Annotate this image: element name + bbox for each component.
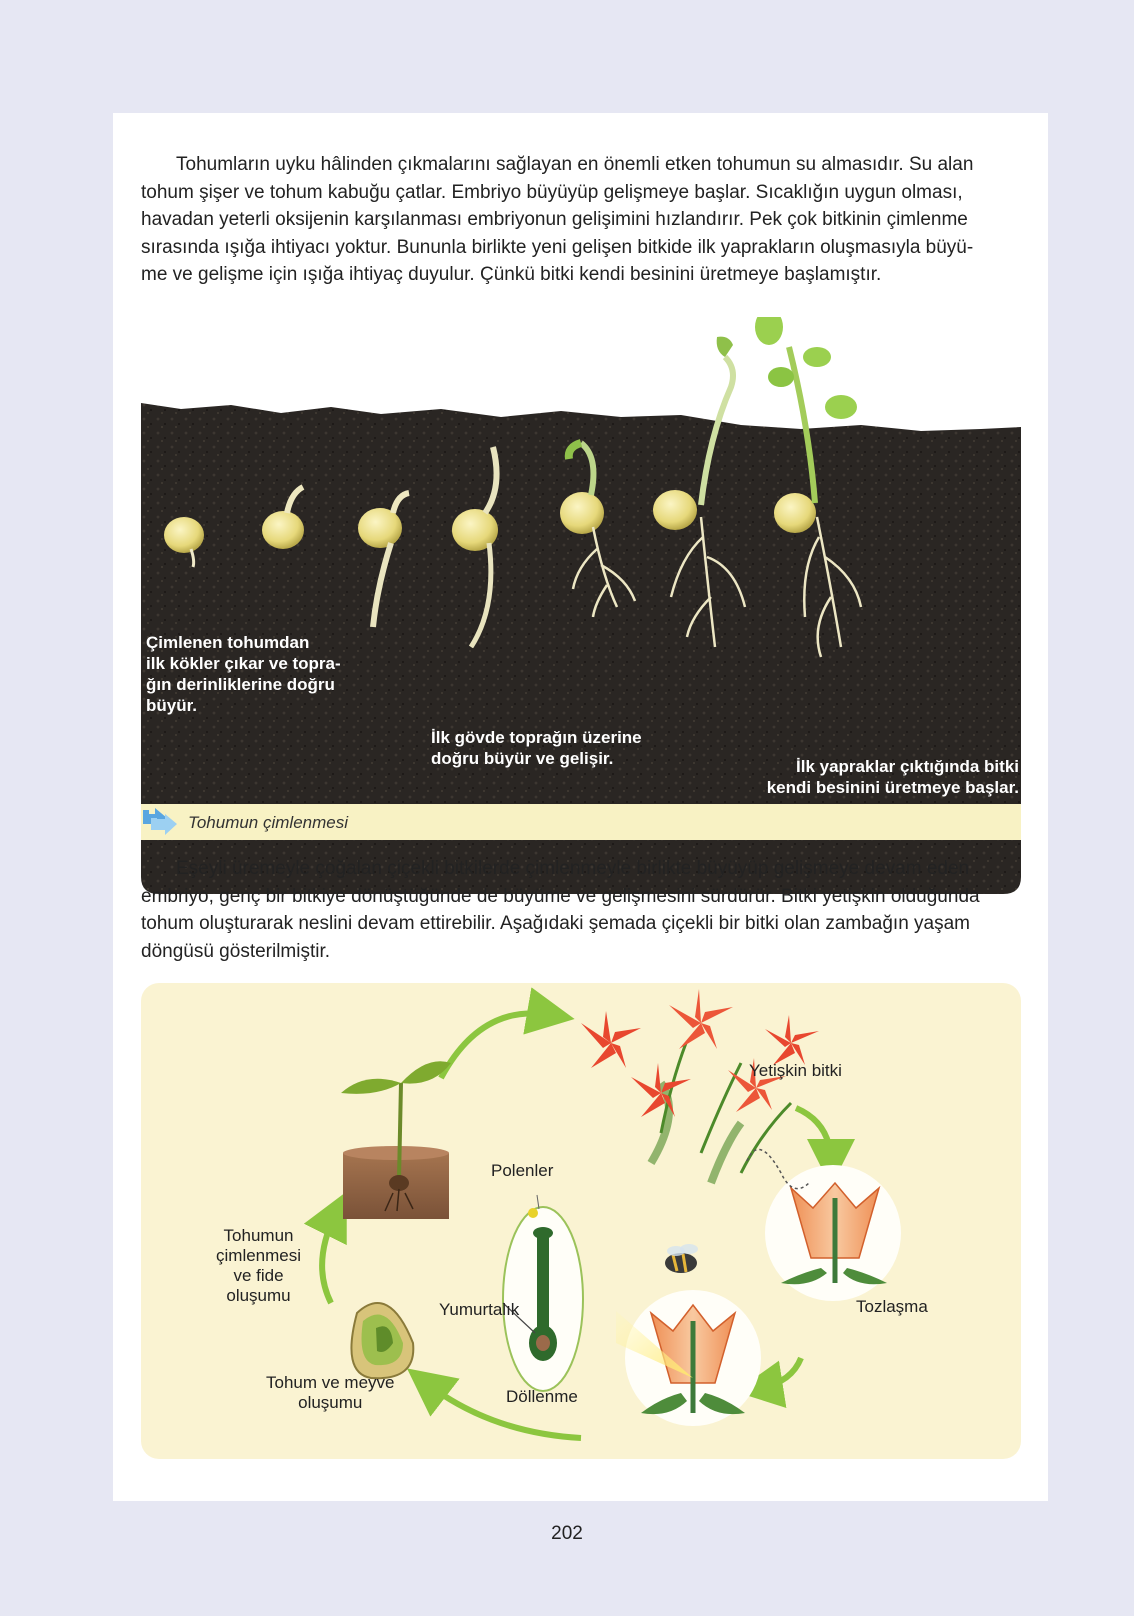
callout-line: ilk kökler çıkar ve topra-	[146, 654, 341, 673]
fertilized-flower-section	[616, 1290, 761, 1426]
seed-section	[351, 1303, 413, 1378]
bee-icon	[665, 1244, 698, 1273]
label-fertilization: Döllenme	[506, 1387, 578, 1406]
callout-line: İlk yapraklar çıktığında bitki	[796, 757, 1019, 776]
callout-line: ğın derinliklerine doğru	[146, 675, 335, 694]
figure-caption: Tohumun çimlenmesi	[188, 813, 348, 832]
caption-arrow-icon	[141, 808, 181, 836]
label-germination	[216, 1226, 301, 1306]
page	[113, 113, 1048, 1501]
pistil-diagram	[503, 1195, 583, 1391]
label-line: çimlenmesi	[216, 1246, 302, 1265]
text-line: Eşeyli üremeyle çoğalan çiçekli bitkilerde çimlenmeyle birlikte büyüyüp gelişmeye devam eden	[176, 858, 970, 879]
label-adult-plant: Yetişkin bitki	[749, 1061, 842, 1080]
label-seed-fruit	[266, 1373, 395, 1413]
label-line: ve fide	[233, 1266, 284, 1285]
text-line: sırasında ışığa ihtiyacı yoktur. Bununla birlikte yeni gelişen bitkide ilk yaprakların oluşmasıyla büyü-	[141, 236, 974, 258]
label-line: Tohumun	[223, 1226, 294, 1245]
callout-roots	[146, 632, 356, 716]
text-line: döngüsü gösterilmiştir.	[141, 940, 331, 962]
pollination-flower-section	[747, 1149, 901, 1301]
label-pollination: Tozlaşma	[856, 1297, 928, 1316]
lily-flowers	[581, 989, 819, 1183]
arrow-to-adult	[441, 1013, 551, 1078]
label-pollen: Polenler	[491, 1161, 554, 1180]
callout-leaves	[731, 756, 1019, 798]
callout-line: Çimlenen tohumdan	[146, 633, 310, 652]
text-line: me ve gelişme için ışığa ihtiyaç duyulur. Çünkü bitki kendi besinini üretmeye başlamıştır.	[141, 264, 882, 285]
text-line: tohum şişer ve tohum kabuğu çatlar. Embriyo büyüyüp gelişmeye başlar. Sıcaklığın uygun olması,	[141, 181, 963, 203]
text-line: havadan yeterli oksijenin karşılanması embriyonun gelişimini hızlandırır. Pek çok bitkinin çimlenme	[141, 209, 968, 230]
intro-paragraph	[141, 151, 1017, 289]
callout-line: büyür.	[146, 696, 198, 715]
label-line: Tohum ve meyve	[266, 1373, 395, 1392]
label-line: oluşumu	[226, 1286, 291, 1305]
callout-stem	[431, 727, 691, 769]
arrow-to-seedling	[322, 1213, 336, 1303]
label-ovary: Yumurtalık	[439, 1300, 520, 1319]
callout-line: İlk gövde toprağın üzerine	[431, 728, 642, 747]
label-line: oluşumu	[298, 1393, 363, 1412]
seedling-in-soil	[341, 1061, 451, 1219]
lifecycle-paragraph	[141, 855, 1017, 965]
text-line: Tohumların uyku hâlinden çıkmalarını sağlayan en önemli etken tohumun su almasıdır. Su alan	[176, 154, 974, 175]
page-number: 202	[551, 1523, 583, 1544]
arrow-to-flower	[759, 1358, 801, 1388]
text-line: embriyo, genç bir bitkiye dönüştüğünde de büyüme ve gelişmesini sürdürür. Bitki yetişkin olduğunda	[141, 885, 980, 907]
callout-line: doğru büyür ve gelişir.	[431, 749, 614, 768]
text-line: tohum oluşturarak neslini devam ettirebilir. Aşağıdaki şemada çiçekli bir bitki olan zambağın yaşam	[141, 913, 971, 934]
arrow-to-pollination	[796, 1108, 831, 1163]
lily-lifecycle-diagram	[141, 983, 1021, 1459]
callout-line: kendi besinini üretmeye başlar.	[766, 778, 1019, 797]
